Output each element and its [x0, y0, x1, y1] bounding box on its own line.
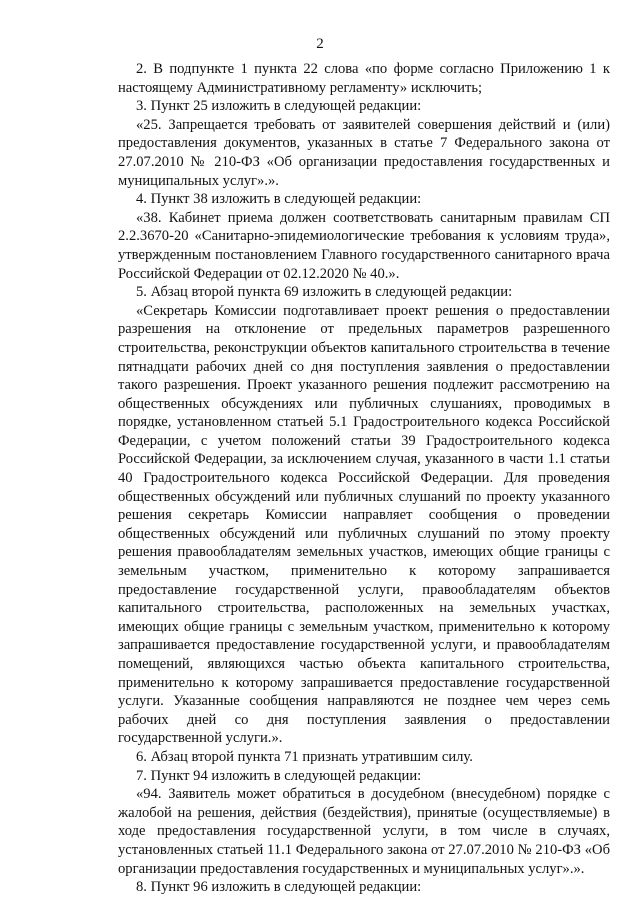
paragraph-quote-69: «Секретарь Комиссии подготавливает проект решения о предоставлении разрешения на отклонение от предельных параметров разрешенного строительства, реконструкции объектов капитального строительства в течение пятнадцати рабочих дней со дня поступления заявления о предоставлении такого разрешения. Проект указанного решения подлежит рассмотрению на общественных обсуждениях или публичных слушаниях, проводимых в порядке, установленном статьей 5.1 Градостроительного кодекса Российской Федерации, с учетом положений статьи 39 Градостроительного кодекса Российской Федерации, за исключением случая, указанного в части 1.1 статьи 40 Градостроительного кодекса Российской Федерации. Для проведения общественных обсуждений или публичных слушаний по проекту указанного решения секретарь Комиссии направляет сообщения о проведении общественных обсуждений или публичных слушаний по этому проекту решения правообладателям земельных участков, имеющих общие границы с земельным участком, применительно к которому запрашивается предоставление государственной услуги, правообладателям объектов капитального строительства, расположенных на земельных участках, имеющих общие границы с земельным участком, применительно к которому запрашивается предоставление государственной услуги, и правообладателям помещений, являющихся частью объекта капитального строительства, применительно к которому запрашивается предоставление государственной услуги. Указанные сообщения направляются не позднее чем через семь рабочих дней со дня поступления заявления о предоставлении государственной услуги.». [118, 302, 610, 747]
paragraph-item-6: 6. Абзац второй пункта 71 признать утратившим силу. [136, 748, 473, 765]
page-number: 2 [316, 36, 324, 52]
paragraph-item-8: 8. Пункт 96 изложить в следующей редакции: [136, 879, 422, 896]
paragraph-item-2: 2. В подпункте 1 пункта 22 слова «по форме согласно Приложению 1 к настоящему Административному регламенту» исключить; [118, 61, 610, 96]
paragraph-item-3: 3. Пункт 25 изложить в следующей редакции: [136, 98, 422, 115]
paragraph-item-7: 7. Пункт 94 изложить в следующей редакции: [136, 767, 422, 784]
paragraph-quote-94: «94. Заявитель может обратиться в досудебном (внесудебном) порядке с жалобой на решения, действия (бездействия), принятые (осуществляемые) в ходе предоставления государственной услуги, в том числе в случаях, установленных статьей 11.1 Федерального закона от 27.07.2010 № 210-ФЗ «Об организации предоставления государственных и муниципальных услуг».». [118, 786, 610, 877]
paragraph-quote-25: «25. Запрещается требовать от заявителей совершения действий и (или) предоставления документов, указанных в статье 7 Федерального закона от 27.07.2010 № 210-ФЗ «Об организации предоставления государственных и муниципальных услуг».». [118, 116, 610, 189]
paragraph-item-5: 5. Абзац второй пункта 69 изложить в следующей редакции: [136, 284, 513, 301]
document-body [118, 60, 610, 897]
paragraph-item-4: 4. Пункт 38 изложить в следующей редакции: [136, 191, 422, 208]
paragraph-quote-38: «38. Кабинет приема должен соответствовать санитарным правилам СП 2.2.3670-20 «Санитарно-эпидемиологические требования к условиям труда», утвержденным постановлением Главного государственного санитарного врача Российской Федерации от 02.12.2020 № 40.». [118, 209, 610, 282]
